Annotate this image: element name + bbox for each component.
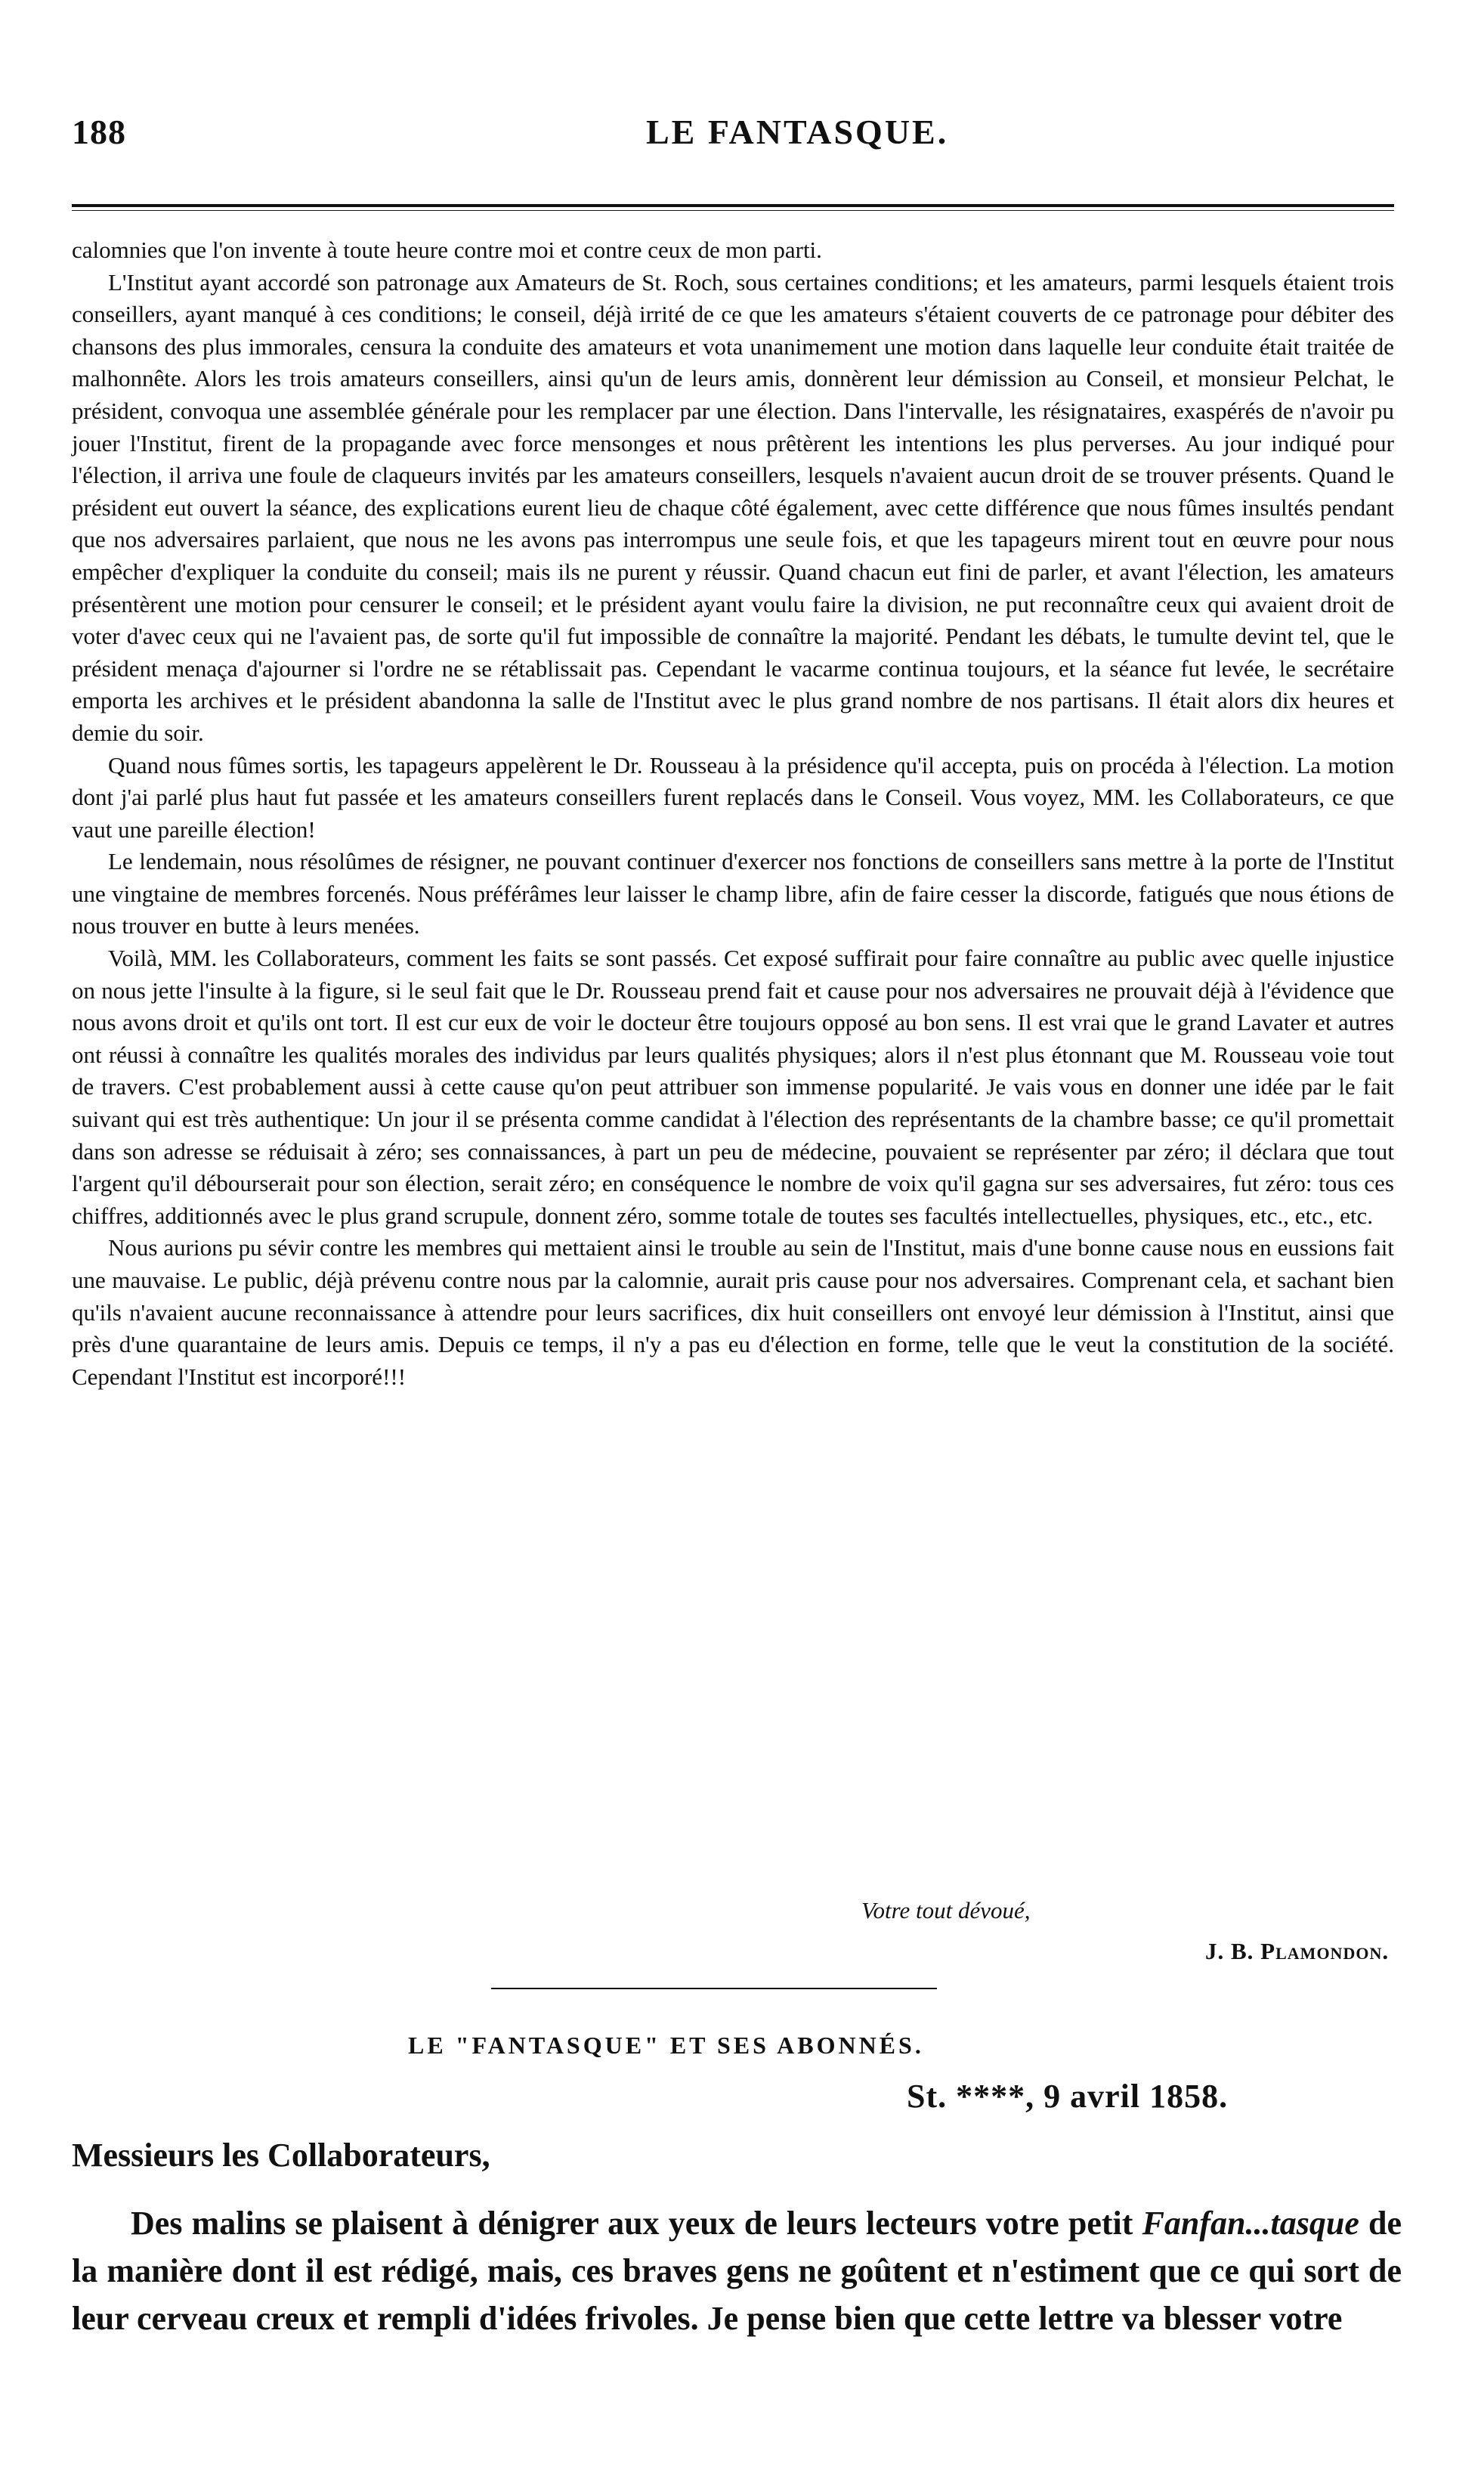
letter-text-before: Des malins se plaisent à dénigrer aux yeux de leurs lecteurs votre petit xyxy=(131,2205,1142,2242)
letter-text-after: de la manière dont il est rédigé, mais, ces braves gens ne goûtent et n'estiment que ce qui sort de leur cerveau creux et rempli d'idées frivoles. Je pense bien que cette lettre va blesser votre xyxy=(72,2205,1402,2337)
article-paragraph: Quand nous fûmes sortis, les tapageurs appelèrent le Dr. Rousseau à la présidence qu'il accepta, puis on procéda à l'élection. La motion dont j'ai parlé plus haut fut passée et les amateurs conseillers furent replacés dans le Conseil. Vous voyez, MM. les Collaborateurs, ce que vaut une pareille élection! xyxy=(72,751,1394,843)
letter-dateline: St. ****, 9 avril 1858. xyxy=(907,2078,1229,2115)
page-number: 188 xyxy=(72,113,126,151)
article-paragraph: L'Institut ayant accordé son patronage aux Amateurs de St. Roch, sous certaines conditions; et les amateurs, parmi lesquels étaient trois conseillers, ayant manqué à ces conditions; le conseil, déjà irrité de ce que les amateurs s'étaient couverts de ce patronage pour débiter des chansons des plus immorales, censura la conduite des amateurs et vota unanimement une motion dans laquelle leur conduite était traitée de malhonnête. Alors les trois amateurs conseillers, ainsi qu'un de leurs amis, donnèrent leur démission au Conseil, et monsieur Pelchat, le président, convoqua une assemblée générale pour les remplacer par une élection. Dans l'intervalle, les résignataires, exaspérés de n'avoir pu jouer l'Institut, firent de la propagande avec force mensonges et nous prêtèrent les intentions les plus perverses. Au jour indiqué pour l'élection, il arriva une foule de claqueurs invités par les amateurs conseillers, lesquels n'avaient aucun droit de se trouver présents. Quand le président eut ouvert la séance, des explications eurent lieu de chaque côté également, avec cette différence que nous fûmes insultés pendant que nos adversaires parlaient, que nous ne les avons pas interrompus une seule fois, et que les tapageurs mirent tout en œuvre pour nous empêcher d'expliquer la conduite du conseil; mais ils ne purent y réussir. Quand chacun eut fini de parler, et avant l'élection, les amateurs présentèrent une motion pour censurer le conseil; et le président ayant voulu faire la division, ne put reconnaître ceux qui avaient droit de voter d'avec ceux qui ne l'avaient pas, de sorte qu'il fut impossible de connaître la majorité. Pendant les débats, le tumulte devint tel, que le président menaça d'ajourner si l'ordre ne se rétablissait pas. Cependant le vacarme continua toujours, et la séance fut levée, le secrétaire emporta les archives et le président abandonna la salle de l'Institut avec le plus grand nombre de nos partisans. Il était alors dix heures et demie du soir. xyxy=(72,268,1394,746)
section-title: LE "FANTASQUE" ET SES ABONNÉS. xyxy=(408,2032,924,2059)
letter-body xyxy=(72,2199,1402,2342)
article-body xyxy=(72,234,1394,1393)
journal-title: LE FANTASQUE. xyxy=(646,113,949,151)
signer-name: J. B. Plamondon. xyxy=(1205,1938,1390,1964)
article-paragraph: Le lendemain, nous résolûmes de résigner, ne pouvant continuer d'exercer nos fonctions de conseillers sans mettre à la porte de l'Institut une vingtaine de membres forcenés. Nous préférâmes leur laisser le champ libre, afin de faire cesser la discorde, fatigués que nous étions de nous trouver en butte à leurs menées. xyxy=(72,848,1394,939)
letter-paragraph xyxy=(72,2199,1402,2342)
closing-formula: Votre tout dévoué, xyxy=(861,1897,1031,1923)
page-header xyxy=(72,112,1394,157)
letter-salutation: Messieurs les Collaborateurs, xyxy=(72,2137,490,2174)
header-rule xyxy=(72,204,1394,207)
article-paragraph: calomnies que l'on invente à toute heure contre moi et contre ceux de mon parti. xyxy=(72,237,822,263)
article-paragraph: Nous aurions pu sévir contre les membres qui mettaient ainsi le trouble au sein de l'Institut, mais d'une bonne cause nous en eussions fait une mauvaise. Le public, déjà prévenu contre nous par la calomnie, aurait pris cause pour nos adversaires. Comprenant cela, et sachant bien qu'ils n'avaient aucune reconnaissance à attendre pour leurs sacrifices, dix huit conseillers ont envoyé leur démission à l'Institut, ainsi que près d'une quarantaine de leurs amis. Depuis ce temps, il n'y a pas eu d'élection en forme, telle que le veut la constitution de la société. Cependant l'Institut est incorporé!!! xyxy=(72,1234,1394,1390)
article-paragraph: Voilà, MM. les Collaborateurs, comment les faits se sont passés. Cet exposé suffirait pour faire connaître au public avec quelle injustice on nous jette l'insulte à la figure, si le seul fait que le Dr. Rousseau prend fait et cause pour nos adversaires ne prouvait déjà à l'évidence que nous avons droit et qu'ils ont tort. Il est cur eux de voir le docteur être toujours opposé au bon sens. Il est vrai que le grand Lavater et autres ont réussi à connaître les qualités morales des individus par leurs qualités physiques; alors il n'est plus étonnant que M. Rousseau voie tout de travers. C'est probablement aussi à cette cause qu'on peut attribuer son immense popularité. Je vais vous en donner une idée par le fait suivant qui est très authentique: Un jour il se présenta comme candidat à l'élection des représentants de la chambre basse; ce qu'il promettait dans son adresse se réduisait à zéro; ses connaissances, à part un peu de médecine, pouvaient se représenter par zéro; il déclara que tout l'argent qu'il débourserait pour son élection, serait zéro; en conséquence le nombre de voix qu'il gagna sur ses adversaires, fut zéro: tous ces chiffres, additionnés avec le plus grand scrupule, donnent zéro, somme totale de toutes ses facultés intellectuelles, physiques, etc., etc., etc. xyxy=(72,945,1394,1229)
section-divider xyxy=(491,1988,937,1989)
header-rule-thin xyxy=(72,210,1394,211)
letter-text-italic: Fanfan...tasque xyxy=(1142,2205,1359,2242)
